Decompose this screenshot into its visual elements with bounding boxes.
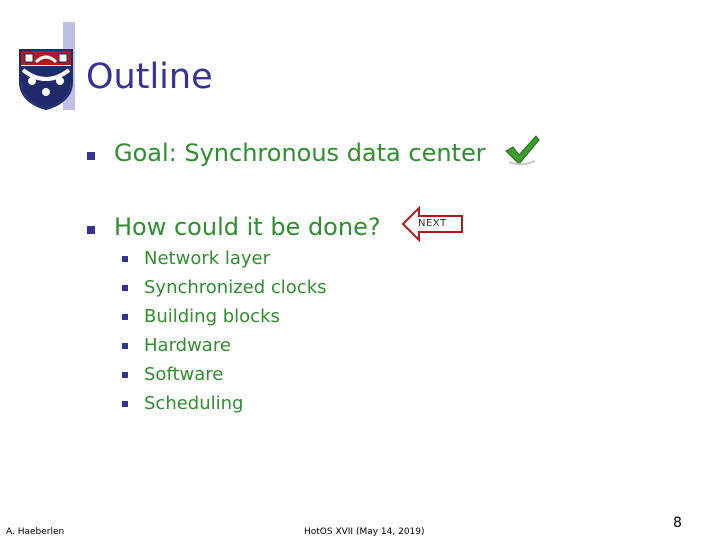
bullet-marker (87, 152, 95, 160)
footer-author: A. Haeberlen (6, 527, 65, 537)
slide-title: Outline (86, 57, 213, 97)
subbullet-marker (122, 343, 128, 349)
bullet-marker (87, 226, 95, 234)
footer-venue: HotOS XVII (May 14, 2019) (304, 527, 425, 537)
bullet-how: How could it be done? (114, 213, 381, 241)
next-button-label[interactable]: NEXT (418, 218, 447, 229)
subbullet-hardware: Hardware (144, 335, 231, 356)
subbullet-marker (122, 401, 128, 407)
subbullet-marker (122, 256, 128, 262)
subbullet-synchronized-clocks: Synchronized clocks (144, 277, 327, 298)
bullet-goal: Goal: Synchronous data center (114, 139, 486, 167)
subbullet-marker (122, 372, 128, 378)
subbullet-scheduling: Scheduling (144, 393, 244, 414)
subbullet-marker (122, 314, 128, 320)
subbullet-software: Software (144, 364, 224, 385)
page-number: 8 (673, 515, 682, 531)
subbullet-network-layer: Network layer (144, 248, 271, 269)
university-shield-icon (18, 48, 74, 110)
subbullet-building-blocks: Building blocks (144, 306, 280, 327)
checkmark-icon (503, 133, 541, 167)
subbullet-marker (122, 285, 128, 291)
